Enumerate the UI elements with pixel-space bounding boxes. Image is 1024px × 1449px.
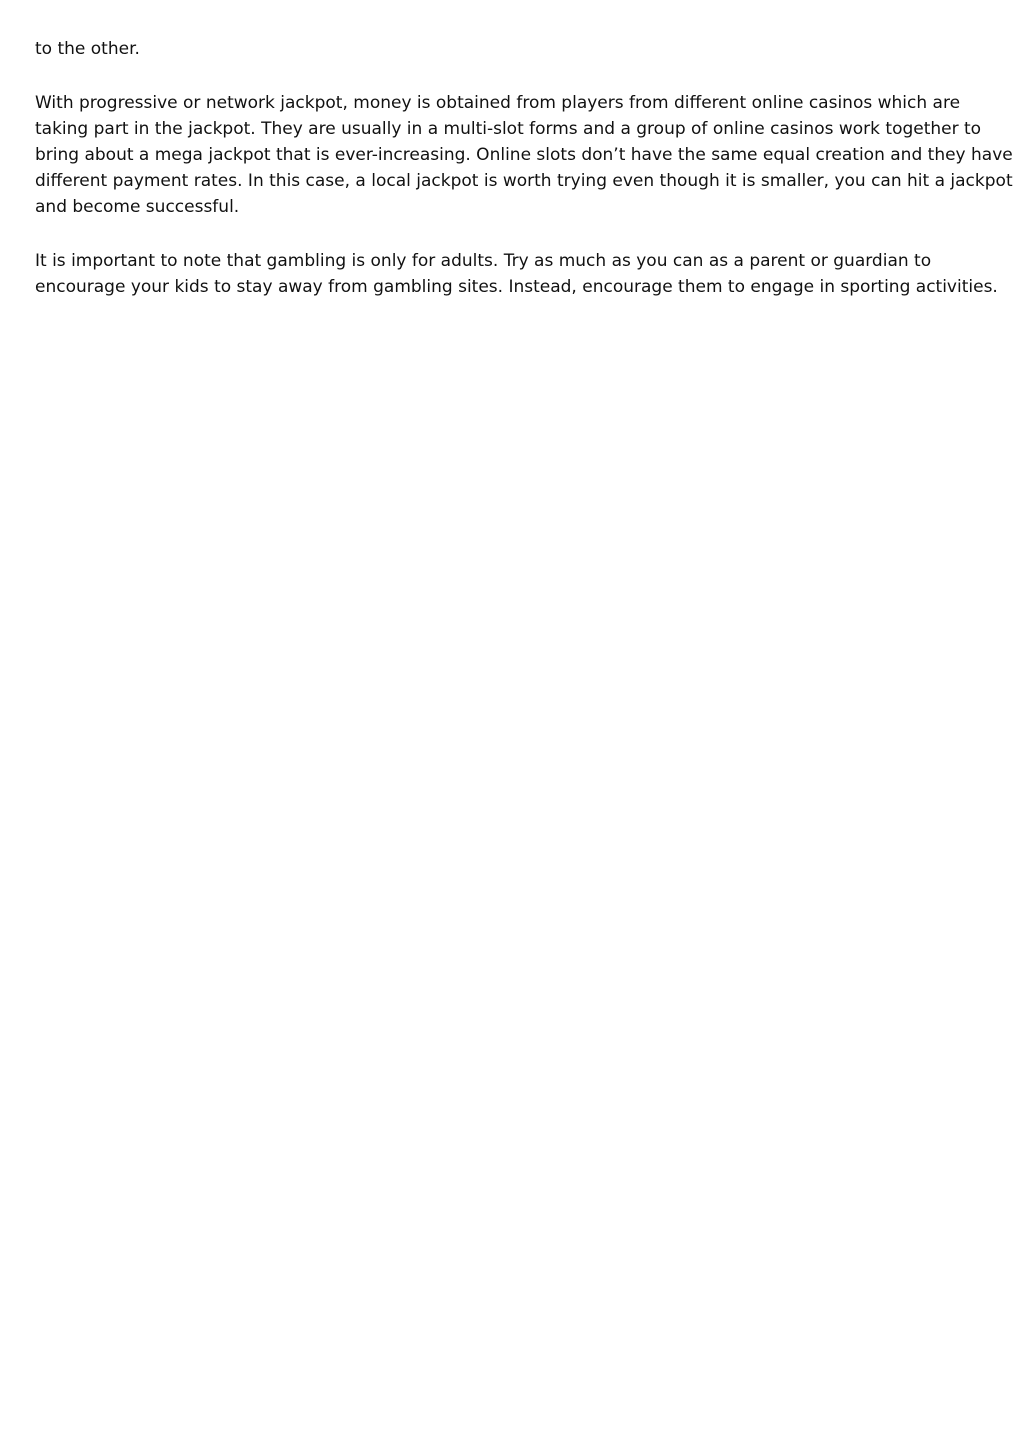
paragraph-progressive-jackpot	[35, 90, 1013, 220]
text-line: It is important to note that gambling is only for adults. Try as much as you can as a parent or guardian to	[35, 251, 932, 271]
text-line: taking part in the jackpot. They are usually in a multi-slot forms and a group of online casinos work together to	[35, 119, 982, 139]
text-line: bring about a mega jackpot that is ever-increasing. Online slots don’t have the same equal creation and they have	[35, 145, 1013, 165]
paragraph-continuation	[35, 36, 995, 62]
text-line: encourage your kids to stay away from gambling sites. Instead, encourage them to engage in sporting activities.	[35, 277, 998, 297]
text-line: to the other.	[35, 39, 140, 59]
paragraph-gambling-adults	[35, 248, 998, 300]
text-line: different payment rates. In this case, a local jackpot is worth trying even though it is smaller, you can hit a jackpot	[35, 171, 1013, 191]
text-line: and become successful.	[35, 197, 240, 217]
document-body	[35, 36, 1013, 328]
text-line: With progressive or network jackpot, money is obtained from players from different online casinos which are	[35, 93, 961, 113]
